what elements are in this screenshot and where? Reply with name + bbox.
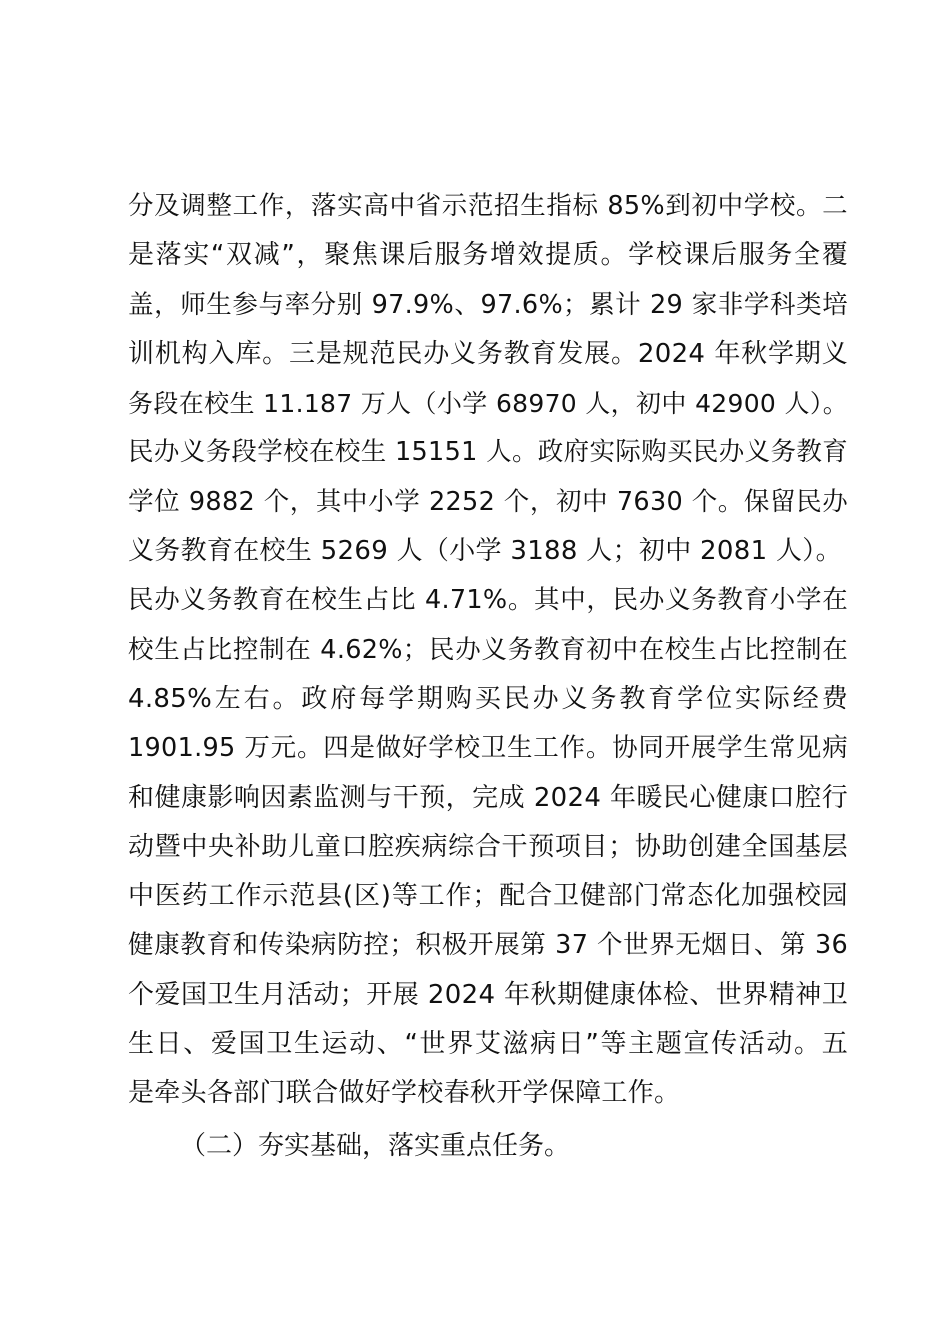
paragraph-line: 校生占比控制在 4.62%；民办义务教育初中在校生占比控制在 (128, 634, 848, 665)
paragraph-line: 盖，师生参与率分别 97.9%、97.6%；累计 29 家非学科类培 (128, 289, 848, 320)
paragraph-line: 生日、爱国卫生运动、“世界艾滋病日”等主题宣传活动。五 (128, 1029, 848, 1060)
paragraph-line: 分及调整工作，落实高中省示范招生指标 85%到初中学校。二 (128, 191, 848, 221)
paragraph-line: 健康教育和传染病防控；积极开展第 37 个世界无烟日、第 36 (128, 930, 848, 961)
paragraph-line: 1901.95 万元。四是做好学校卫生工作。协同开展学生常见病 (128, 733, 848, 764)
paragraph-line: 动暨中央补助儿童口腔疾病综合干预项目；协助创建全国基层 (128, 831, 848, 862)
paragraph-line: 个爱国卫生月活动；开展 2024 年秋期健康体检、世界精神卫 (128, 979, 848, 1010)
paragraph-line: 学位 9882 个，其中小学 2252 个，初中 7630 个。保留民办 (128, 486, 848, 517)
paragraph-line: 和健康影响因素监测与干预，完成 2024 年暖民心健康口腔行 (128, 782, 848, 813)
paragraph-line: 民办义务段学校在校生 15151 人。政府实际购买民办义务教育 (128, 437, 848, 468)
paragraph-line: 训机构入库。三是规范民办义务教育发展。2024 年秋学期义 (128, 338, 848, 369)
paragraph-line: 义务教育在校生 5269 人（小学 3188 人；初中 2081 人）。 (128, 536, 842, 567)
paragraph-line: 是牵头各部门联合做好学校春秋开学保障工作。 (128, 1078, 681, 1109)
paragraph-line: 务段在校生 11.187 万人（小学 68970 人，初中 42900 人）。 (128, 389, 848, 419)
paragraph-line: 中医药工作示范县(区)等工作；配合卫健部门常态化加强校园 (128, 881, 848, 912)
paragraph-line: 民办义务教育在校生占比 4.71%。其中，民办义务教育小学在 (128, 585, 848, 616)
paragraph-line: 是落实“双减”，聚焦课后服务增效提质。学校课后服务全覆 (128, 240, 848, 271)
paragraph-line: 4.85%左右。政府每学期购买民办义务教育学位实际经费 (128, 683, 848, 714)
body-paragraph (128, 182, 848, 1119)
section-heading: （二）夯实基础，落实重点任务。 (180, 1131, 571, 1161)
